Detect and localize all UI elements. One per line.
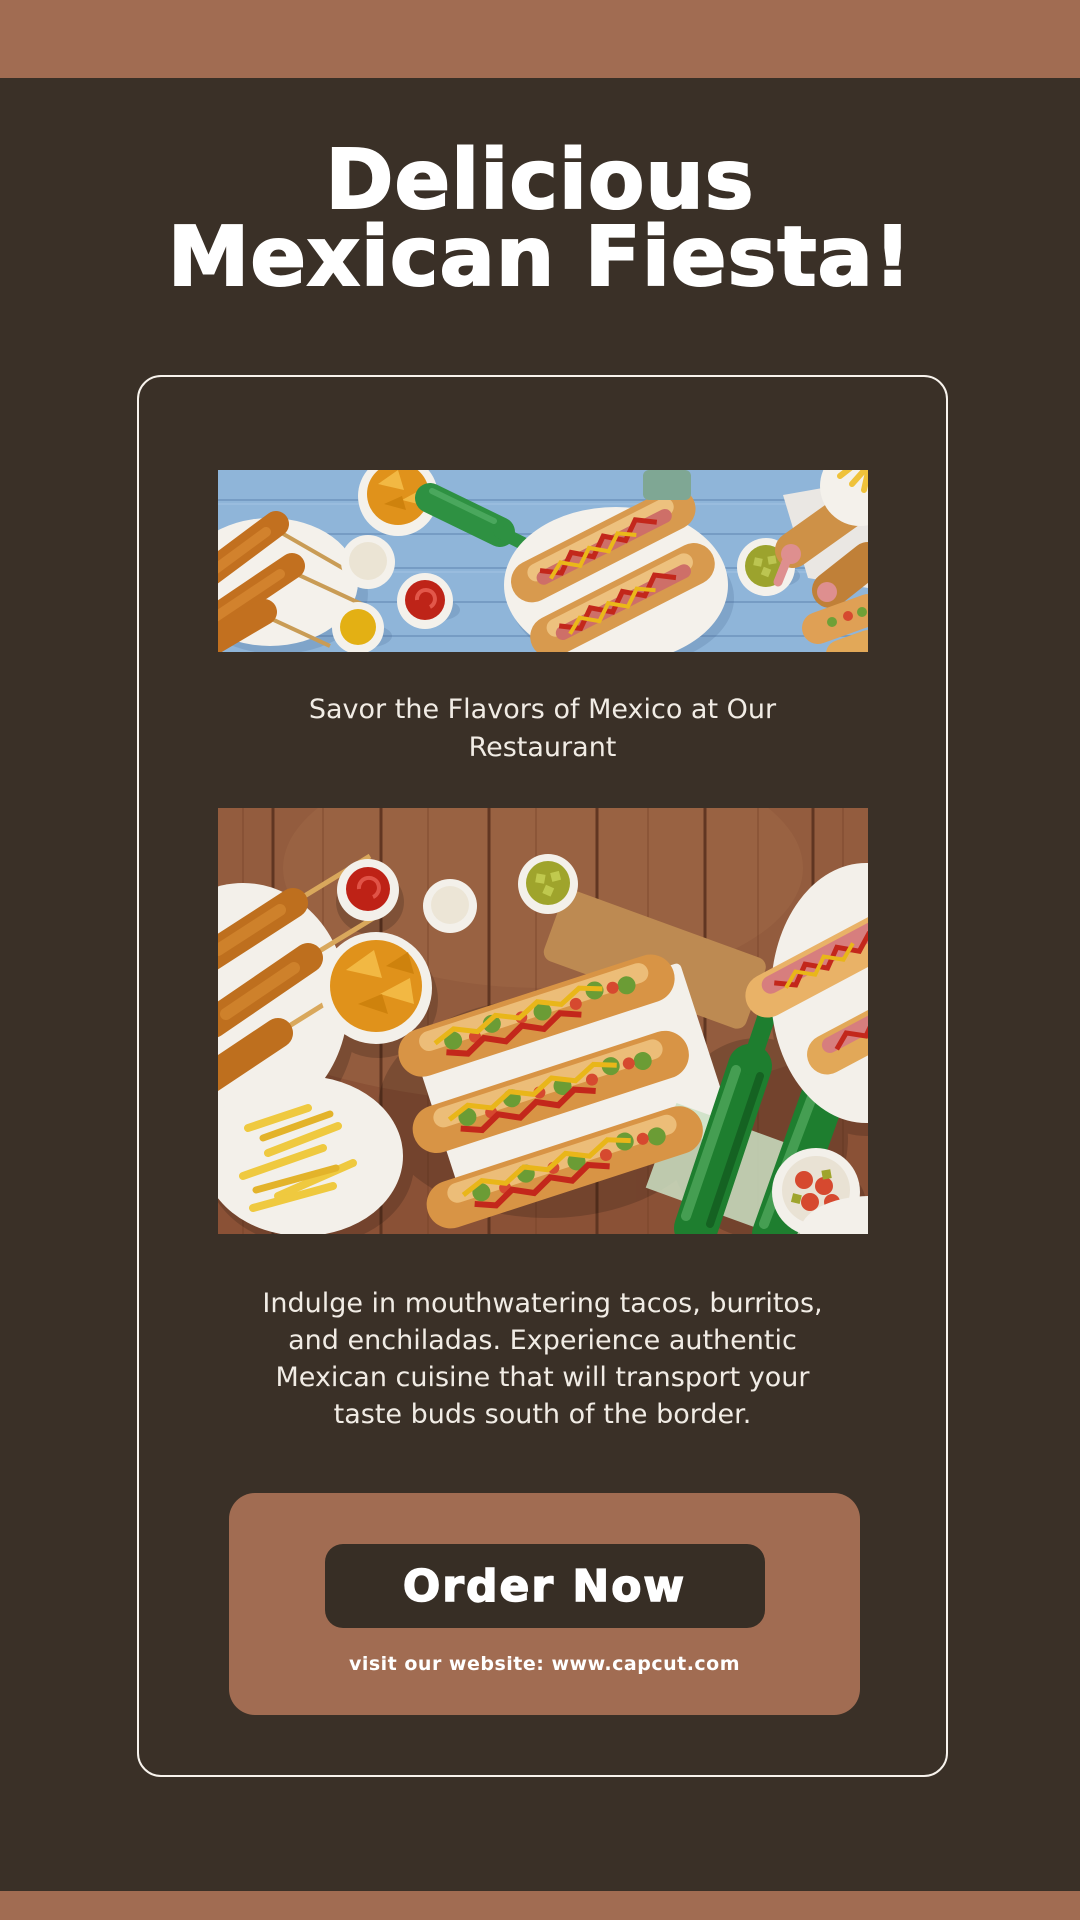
mayo-bowl bbox=[423, 879, 477, 933]
body-line-1: Indulge in mouthwatering tacos, burritos, bbox=[262, 1288, 823, 1319]
ketchup-bowl bbox=[337, 859, 399, 921]
hot-dog-table-photo bbox=[218, 808, 868, 1234]
nacho-bowl bbox=[320, 932, 432, 1044]
bottom-accent-strip bbox=[0, 1891, 1080, 1920]
content-card bbox=[137, 375, 948, 1777]
hot-dog-banner-photo bbox=[218, 470, 868, 652]
page-title-line-2: Mexican Fiesta! bbox=[167, 210, 913, 305]
body-text bbox=[139, 1285, 946, 1433]
page-title-line-1: Delicious bbox=[325, 133, 755, 228]
mayo-bowl bbox=[341, 535, 395, 589]
ketchup-bowl bbox=[397, 573, 453, 629]
website-note: visit our website: www.capcut.com bbox=[348, 1653, 741, 1675]
top-accent-strip bbox=[0, 0, 1080, 78]
page-title bbox=[0, 133, 1080, 305]
table-photo-illustration bbox=[218, 808, 868, 1234]
pickle-bowl bbox=[518, 854, 578, 914]
photo-caption-line-2: Restaurant bbox=[468, 732, 617, 763]
body-line-4: taste buds south of the border. bbox=[333, 1399, 752, 1430]
body-line-2: and enchiladas. Experience authentic bbox=[288, 1325, 797, 1356]
photo-caption-line-1: Savor the Flavors of Mexico at Our bbox=[308, 694, 777, 725]
order-now-button[interactable]: Order Now bbox=[325, 1544, 765, 1628]
banner-photo-illustration bbox=[218, 470, 868, 652]
glass bbox=[643, 470, 691, 500]
mustard-bowl bbox=[332, 602, 384, 652]
cta-card bbox=[229, 1493, 860, 1715]
body-line-3: Mexican cuisine that will transport your bbox=[275, 1362, 810, 1393]
photo-caption bbox=[139, 691, 946, 767]
